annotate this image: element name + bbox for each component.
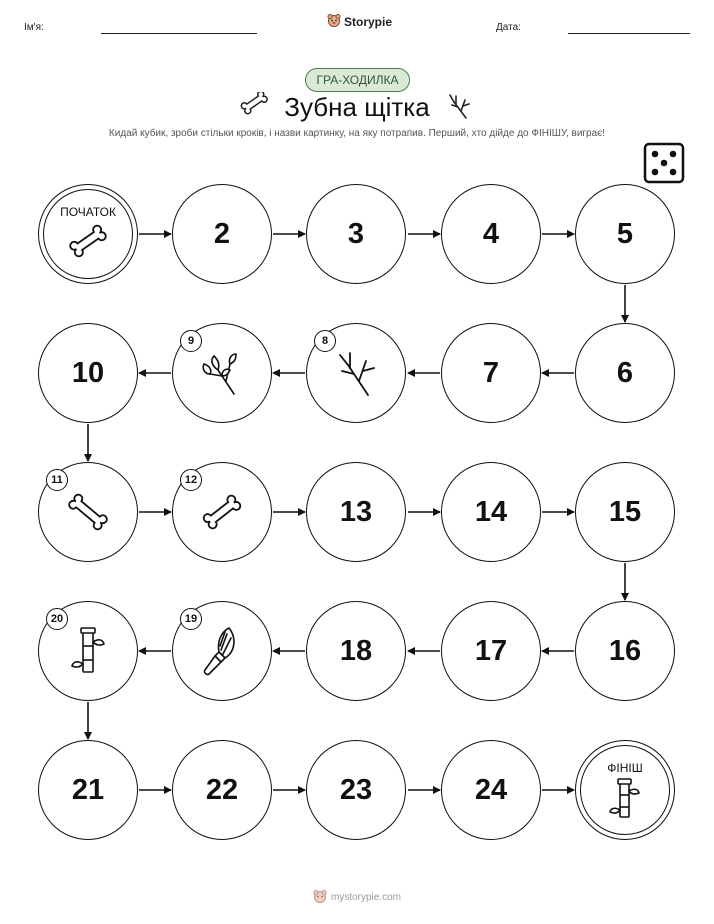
cell-number-badge: 20 — [46, 608, 68, 630]
cell-number-badge: 19 — [180, 608, 202, 630]
page-title: Зубна щітка — [284, 92, 430, 122]
cell-number: 24 — [474, 773, 508, 806]
start-label: ПОЧАТОК — [60, 205, 116, 219]
board-cell-24 — [441, 740, 541, 840]
twig-icon — [334, 347, 378, 399]
cell-number: 22 — [205, 773, 239, 806]
cell-number-badge: 12 — [180, 469, 202, 491]
cell-number: 5 — [616, 217, 634, 250]
cell-number: 6 — [616, 356, 634, 389]
cell-number: 18 — [339, 634, 373, 667]
cell-number: 14 — [474, 495, 508, 528]
date-label: Дата: — [496, 22, 521, 33]
instructions: Кидай кубик, зроби стільки кроків, і назви картинку, на яку потрапив. Перший, хто дійде до ФІНІШУ, виграє! — [108, 128, 606, 139]
bamboo-stick-icon — [68, 624, 108, 678]
bone-icon — [197, 490, 247, 534]
board-cell-3 — [306, 184, 406, 284]
board-cell-23 — [306, 740, 406, 840]
date-line — [568, 33, 690, 34]
bone-icon — [61, 488, 115, 536]
board-cell-10 — [38, 323, 138, 423]
board-cell-21 — [38, 740, 138, 840]
name-label: Ім'я: — [24, 22, 44, 33]
finish-label: ФІНІШ — [607, 761, 643, 775]
board-cell-finish — [575, 740, 675, 840]
footer — [0, 889, 714, 906]
cell-number: 15 — [608, 495, 642, 528]
storypie-logo-icon — [327, 13, 341, 30]
bone-icon — [65, 221, 111, 261]
leafy-twig-icon — [200, 348, 244, 398]
cell-number: 7 — [482, 356, 500, 389]
board-cell-22 — [172, 740, 272, 840]
twig-icon — [446, 92, 472, 120]
board-cell-5 — [575, 184, 675, 284]
board-cell-2 — [172, 184, 272, 284]
cell-number: 13 — [339, 495, 373, 528]
brush-icon — [199, 624, 245, 678]
cell-number: 10 — [71, 356, 105, 389]
board-cell-7 — [441, 323, 541, 423]
cell-number: 4 — [482, 217, 500, 250]
brand-name: Storypie — [344, 14, 393, 29]
name-line — [101, 33, 257, 34]
cell-number-badge: 11 — [46, 469, 68, 491]
cell-number: 23 — [339, 773, 373, 806]
board-cell-6 — [575, 323, 675, 423]
board-cell-13 — [306, 462, 406, 562]
game-type-badge: ГРА-ХОДИЛКА — [305, 68, 410, 92]
storypie-logo-icon — [313, 889, 327, 906]
bamboo-stick-icon — [607, 776, 643, 822]
cell-number: 17 — [474, 634, 508, 667]
board-cell-14 — [441, 462, 541, 562]
board-cell-17 — [441, 601, 541, 701]
cell-number: 3 — [347, 217, 365, 250]
cell-number: 2 — [213, 217, 231, 250]
board-cell-15 — [575, 462, 675, 562]
board-cell-16 — [575, 601, 675, 701]
board-cell-4 — [441, 184, 541, 284]
dice-icon — [643, 142, 685, 184]
cell-number-badge: 9 — [180, 330, 202, 352]
brand — [327, 13, 392, 30]
board-cell-start — [38, 184, 138, 284]
board-cell-18 — [306, 601, 406, 701]
cell-number-badge: 8 — [314, 330, 336, 352]
cell-number: 21 — [71, 773, 105, 806]
footer-url[interactable]: mystorypie.com — [330, 892, 401, 904]
cell-number: 16 — [608, 634, 642, 667]
